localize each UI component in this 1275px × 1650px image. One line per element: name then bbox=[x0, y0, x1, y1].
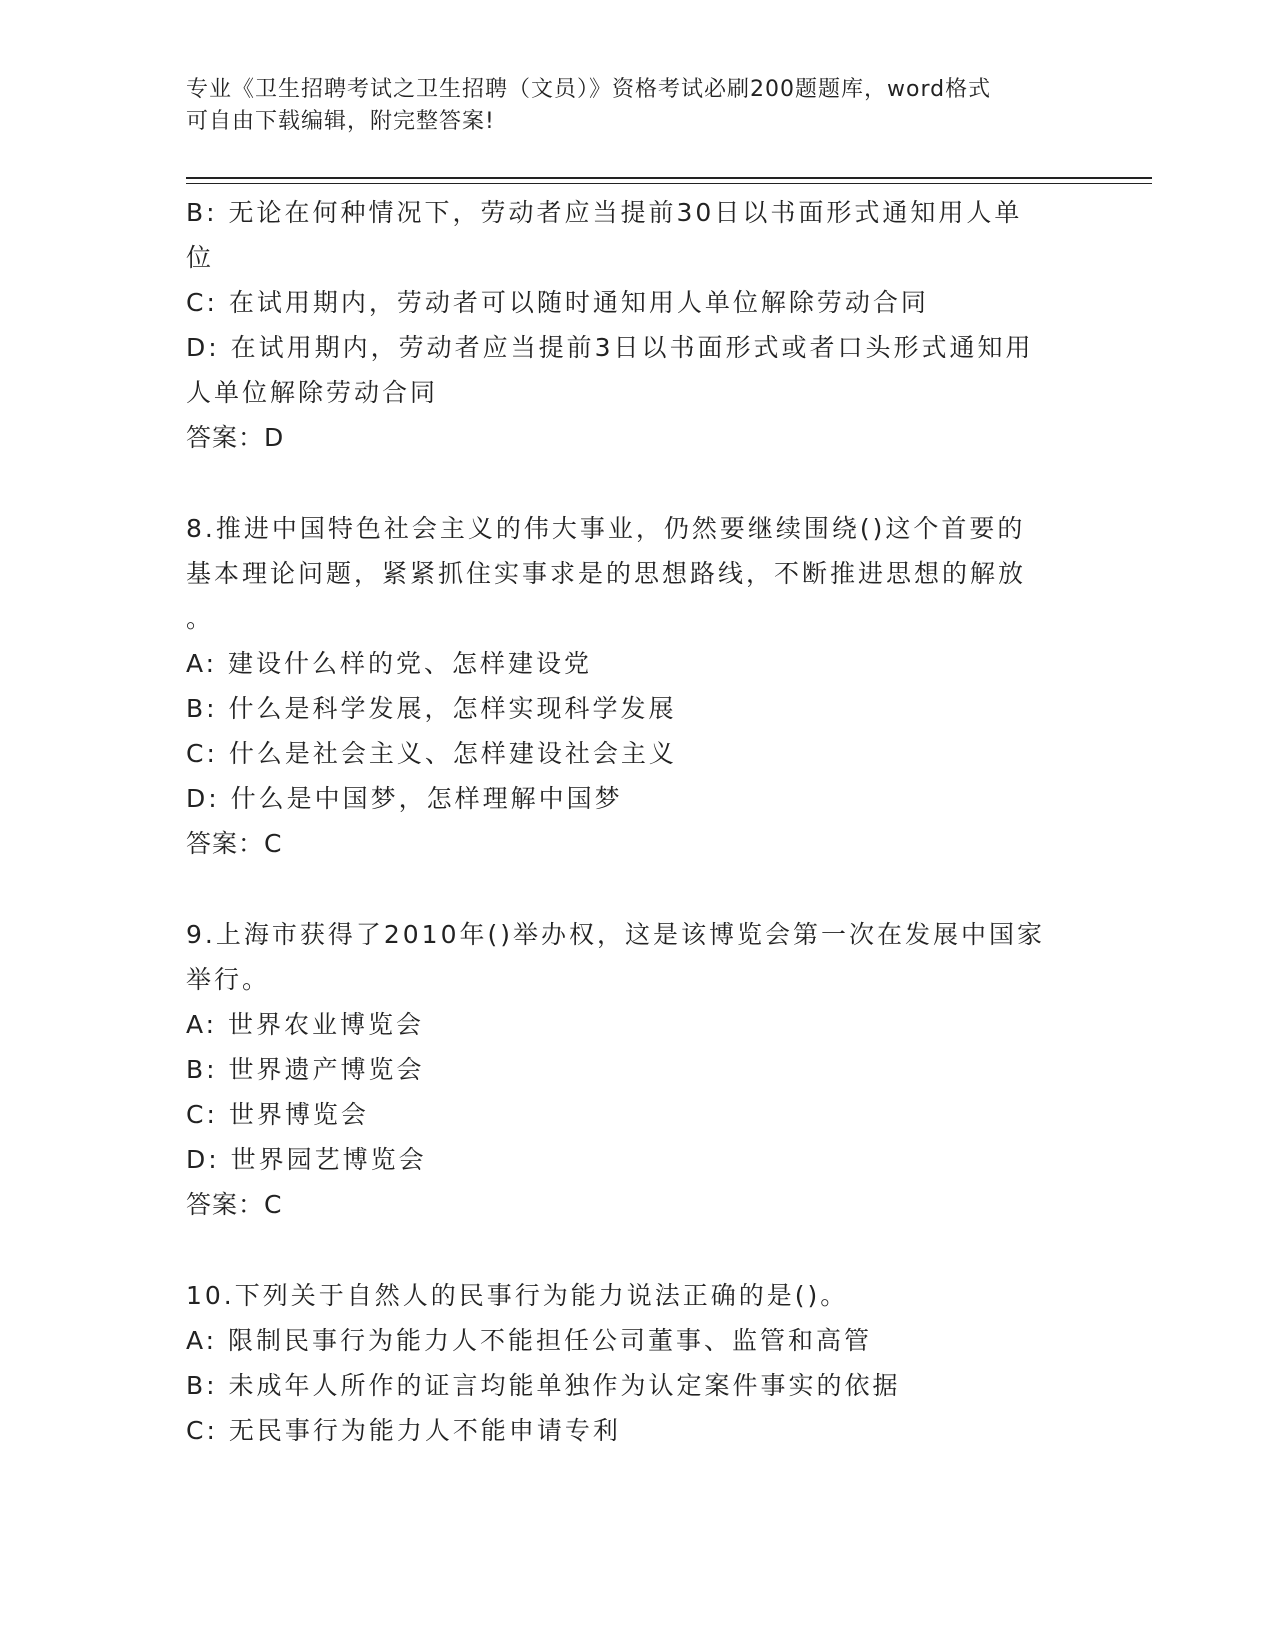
option-d: D: 世界园艺博览会 bbox=[186, 1145, 427, 1174]
option-d-continued: 人单位解除劳动合同 bbox=[186, 378, 439, 407]
option-b: B: 世界遗产博览会 bbox=[186, 1055, 425, 1084]
question-block-10 bbox=[186, 1273, 1066, 1453]
option-b: B: 未成年人所作的证言均能单独作为认定案件事实的依据 bbox=[186, 1371, 901, 1400]
question-stem: 9.上海市获得了2010年()举办权，这是该博览会第一次在发展中国家 bbox=[186, 920, 1045, 949]
question-block-8 bbox=[186, 506, 1066, 866]
option-a: A: 世界农业博览会 bbox=[186, 1010, 425, 1039]
answer: 答案：C bbox=[186, 1190, 283, 1219]
option-d: D: 在试用期内，劳动者应当提前3日以书面形式或者口头形式通知用 bbox=[186, 333, 1034, 362]
option-c: C: 在试用期内，劳动者可以随时通知用人单位解除劳动合同 bbox=[186, 288, 929, 317]
option-a: A: 限制民事行为能力人不能担任公司董事、监管和高管 bbox=[186, 1326, 873, 1355]
option-b: B: 无论在何种情况下，劳动者应当提前30日以书面形式通知用人单 bbox=[186, 198, 1023, 227]
answer: 答案：C bbox=[186, 829, 283, 858]
option-b-continued: 位 bbox=[186, 243, 215, 272]
option-d: D: 什么是中国梦，怎样理解中国梦 bbox=[186, 784, 623, 813]
question-content bbox=[186, 190, 1066, 1453]
question-block-9 bbox=[186, 912, 1066, 1227]
option-c: C: 无民事行为能力人不能申请专利 bbox=[186, 1416, 621, 1445]
question-stem: 8.推进中国特色社会主义的伟大事业，仍然要继续围绕()这个首要的 bbox=[186, 514, 1026, 543]
spacer bbox=[186, 1227, 1066, 1273]
document-header bbox=[186, 74, 1086, 138]
option-c: C: 世界博览会 bbox=[186, 1100, 369, 1129]
spacer bbox=[186, 866, 1066, 912]
question-stem-continued: 基本理论问题，紧紧抓住实事求是的思想路线，不断推进思想的解放 bbox=[186, 559, 1027, 588]
question-stem-end: 。 bbox=[186, 604, 215, 633]
spacer bbox=[186, 460, 1066, 506]
option-b: B: 什么是科学发展，怎样实现科学发展 bbox=[186, 694, 677, 723]
header-title-line-1: 专业《卫生招聘考试之卫生招聘（文员）》资格考试必刷200题题库，word格式 bbox=[186, 77, 992, 102]
header-title-line-2: 可自由下载编辑，附完整答案! bbox=[186, 109, 495, 134]
header-divider-thick bbox=[186, 177, 1152, 179]
question-stem-continued: 举行。 bbox=[186, 965, 271, 994]
question-block-7 bbox=[186, 190, 1066, 460]
question-stem: 10.下列关于自然人的民事行为能力说法正确的是()。 bbox=[186, 1281, 849, 1310]
header-divider-thin bbox=[186, 183, 1152, 184]
answer: 答案：D bbox=[186, 423, 285, 452]
option-c: C: 什么是社会主义、怎样建设社会主义 bbox=[186, 739, 677, 768]
option-a: A: 建设什么样的党、怎样建设党 bbox=[186, 649, 593, 678]
